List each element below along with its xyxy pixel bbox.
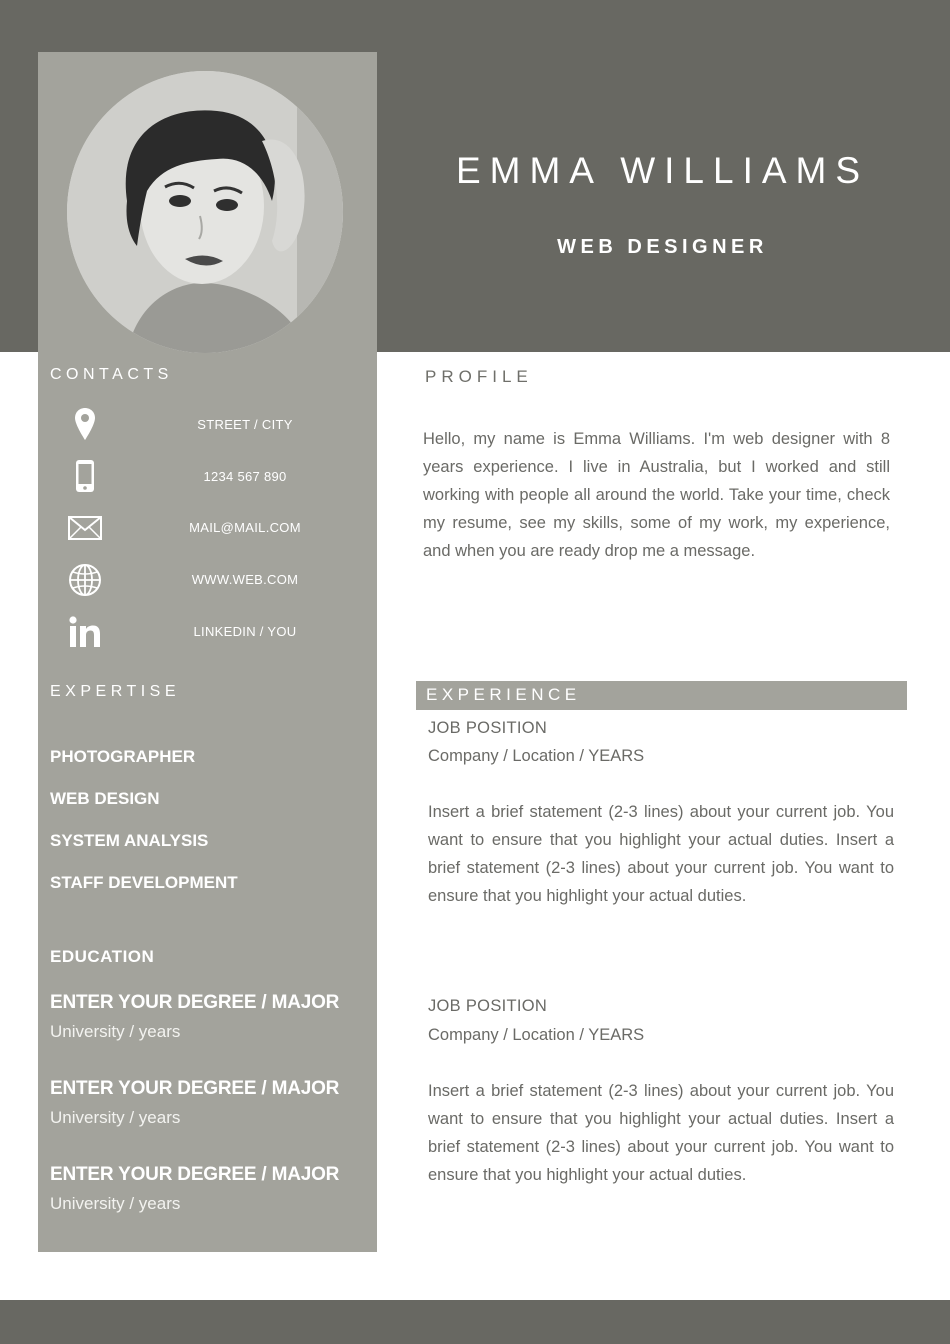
candidate-name: EMMA WILLIAMS [455, 150, 870, 191]
mobile-phone-icon [66, 457, 104, 495]
job-description: Insert a brief statement (2-3 lines) about your current job. You want to ensure that you highlight your actual duties. Insert a brief statement (2-3 lines) about your current job. You want to ensure that you highlight your actual duties. [428, 803, 894, 905]
education-degree: ENTER YOUR DEGREE / MAJOR [50, 1164, 340, 1185]
job-position: JOB POSITION [428, 719, 548, 737]
experience-heading-bar [416, 681, 907, 710]
contact-linkedin: LINKEDIN / YOU [193, 624, 297, 639]
job-description: Insert a brief statement (2-3 lines) about your current job. You want to ensure that you highlight your actual duties. Insert a brief statement (2-3 lines) about your current job. You want to ensure that you highlight your actual duties. [428, 1082, 894, 1184]
globe-icon [66, 561, 104, 599]
profile-photo [67, 71, 343, 353]
contacts-heading: CONTACTS [50, 366, 173, 383]
footer-band [0, 1300, 950, 1344]
skill-item: STAFF DEVELOPMENT [50, 873, 238, 892]
job-position: JOB POSITION [428, 997, 548, 1015]
skill-item: WEB DESIGN [50, 789, 160, 808]
contact-email: MAIL@MAIL.COM [189, 520, 301, 535]
location-pin-icon [66, 405, 104, 443]
contact-website: WWW.WEB.COM [191, 572, 299, 587]
expertise-heading: EXPERTISE [50, 683, 181, 700]
education-degree: ENTER YOUR DEGREE / MAJOR [50, 992, 340, 1013]
education-school: University / years [50, 1022, 181, 1041]
skill-item: SYSTEM ANALYSIS [50, 831, 209, 850]
experience-heading: EXPERIENCE [426, 685, 581, 704]
profile-heading: PROFILE [425, 367, 533, 386]
skill-item: PHOTOGRAPHER [50, 747, 196, 766]
profile-text: Hello, my name is Emma Williams. I'm web designer with 8 years experience. I live in Australia, but I worked and still working with people all around the world. Take your time, check my resume, see my skills, some of my work, my experience, and when you are ready drop me a message. [423, 430, 890, 560]
education-school: University / years [50, 1194, 181, 1213]
envelope-icon [66, 509, 104, 547]
job-title: WEB DESIGNER [557, 236, 768, 258]
education-degree: ENTER YOUR DEGREE / MAJOR [50, 1078, 340, 1099]
contact-address: STREET / CITY [197, 417, 293, 432]
education-heading: EDUCATION [50, 947, 155, 966]
linkedin-icon [66, 613, 104, 651]
job-company: Company / Location / YEARS [428, 747, 645, 765]
contact-phone: 1234 567 890 [203, 469, 287, 484]
education-school: University / years [50, 1108, 181, 1127]
portrait-illustration [67, 71, 343, 353]
job-company: Company / Location / YEARS [428, 1026, 645, 1044]
